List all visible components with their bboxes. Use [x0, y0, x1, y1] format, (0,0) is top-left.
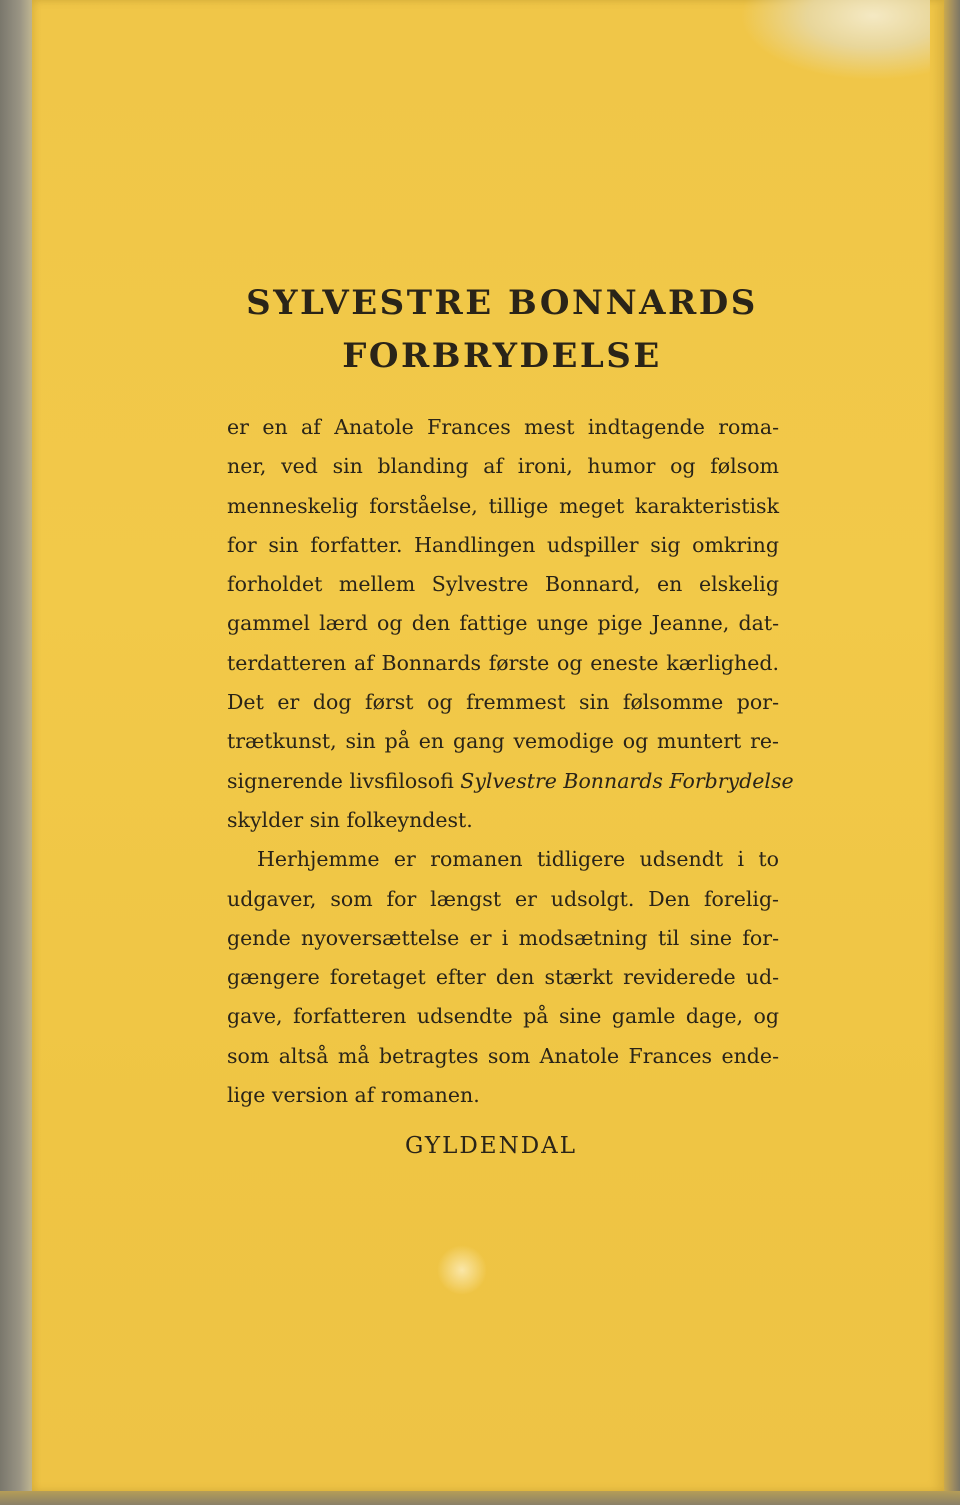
text-line: ner, ved sin blanding af ironi, humor og følsom: [227, 454, 779, 479]
text-line: udgaver, som for længst er udsolgt. Den forelig-: [227, 886, 779, 911]
text-line: trætkunst, sin på en gang vemodige og muntert re-: [227, 729, 779, 754]
italic-book-title: Sylvestre Bonnards Forbrydelse: [460, 768, 794, 793]
text-line: lige version af romanen.: [227, 1083, 480, 1108]
text-line: for sin forfatter. Handlingen udspiller sig omkring: [227, 532, 779, 557]
worn-corner: [740, 0, 930, 80]
text-line: Herhjemme er romanen tidligere udsendt i to: [257, 847, 779, 872]
book-title-line-1: SYLVESTRE BONNARDS: [246, 283, 758, 323]
blurb-text: [227, 408, 794, 1115]
text-line: Det er dog først og fremmest sin følsomme por-: [227, 690, 779, 715]
book-title-line-2: FORBRYDELSE: [342, 336, 662, 376]
text-line: gammel lærd og den fattige unge pige Jeanne, dat-: [227, 611, 779, 636]
cover-bottom-edge: [0, 1491, 960, 1505]
text-line: gængere foretaget efter den stærkt reviderede ud-: [227, 965, 779, 990]
cover-right-edge: [944, 0, 960, 1505]
blurb-paragraph-2: [227, 840, 779, 1115]
text-line: er en af Anatole Frances mest indtagende roma-: [227, 415, 779, 439]
text-line: gave, forfatteren udsendte på sine gamle dage, og: [227, 1004, 779, 1029]
text-line: forholdet mellem Sylvestre Bonnard, en elskelig: [227, 572, 779, 597]
text-line: menneskelig forståelse, tillige meget karakteristisk: [227, 493, 779, 518]
text-line: som altså må betragtes som Anatole Frances ende-: [227, 1043, 779, 1068]
paper-stain: [437, 1245, 487, 1295]
text-line-prefix: signerende livsfilosofi: [227, 768, 454, 793]
text-line: skylder sin folkeyndest.: [227, 807, 473, 832]
blurb-paragraph-1: [227, 408, 794, 840]
text-line: [227, 762, 794, 801]
text-line: gende nyoversættelse er i modsætning til sine for-: [227, 925, 779, 950]
text-line: terdatteren af Bonnards første og eneste kærlighed.: [227, 650, 779, 675]
publisher-name: GYLDENDAL: [404, 1133, 578, 1159]
